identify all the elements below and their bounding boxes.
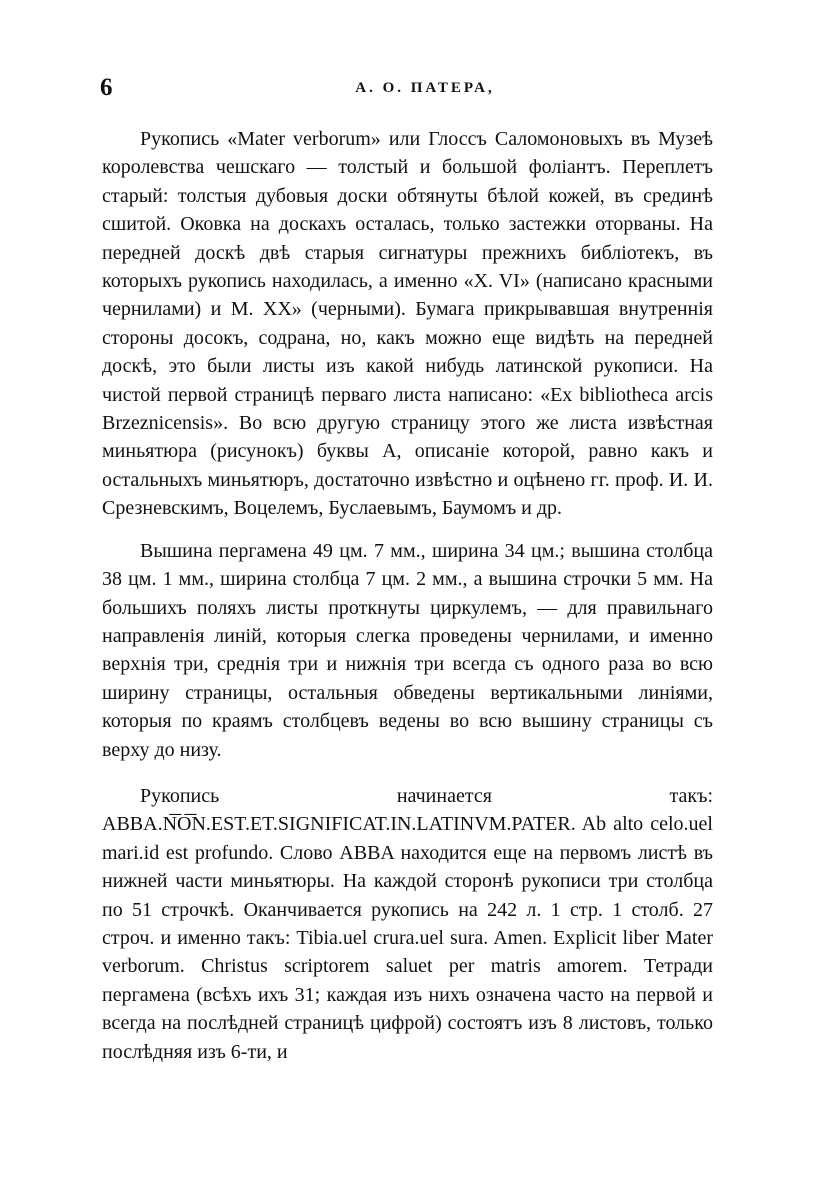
paragraph-parchment-dimensions: Вышина пергамена 49 цм. 7 мм., ширина 34 цм.; вышина столбца 38 цм. 1 мм., ширина столбца 7 цм. 2 мм., а вышина строчки 5 мм. На большихъ поляхъ листы проткнуты циркулемъ, — для правильнаго направленія линій, которыя слегка проведены чернилами, и именно верхнія три, среднія три и нижнія три всегда съ одного раза во всю ширину страницы, остальныя обведены вертикальными линіями, которыя по краямъ столбцевъ ведены во всю вышину страницы съ верху до низу.	[102, 539, 713, 761]
paragraph-manuscript-description: Рукопись «Mater verborum» или Глоссъ Саломоновыхъ въ Музеѣ королевства чешскаго — толстый и большой фоліантъ. Переплетъ старый: толстыя дубовыя доски обтянуты бѣлой кожей, въ срединѣ сшитой. Оковка на доскахъ осталась, только застежки оторваны. На передней доскѣ двѣ старыя сигнатуры прежнихъ библіотекъ, въ которыхъ рукопись находилась, а именно «X. VI» (написано красными чернилами) и M. XX» (черными). Бумага прикрывавшая внутреннія стороны досокъ, содрана, но, какъ можно еще видѣть на передней доскѣ, это были листы изъ какой нибудь латинской рукописи. На чистой первой страницѣ перваго листа написано: «Ex bibliotheca arcis Brzeznicensis». Во всю другую страницу этого же листа извѣстная миньятюра (рисунокъ) буквы A, описаніе которой, равно какъ и остальныхъ миньятюръ, достаточно извѣстно и оцѣнено гг. проф. И. И. Срезневскимъ, Воцелемъ, Буслаевымъ, Баумомъ и др.	[102, 128, 713, 520]
page-number: 6	[100, 74, 113, 101]
body-text	[102, 115, 713, 1066]
running-head: А. О. ПАТЕРА,	[355, 80, 495, 96]
paragraph-manuscript-beginning: Рукопись начинается такъ: ABBA.N͞O͞N.EST.ET.SIGNIFICAT.IN.LATINVM.PATER. Ab alto celo.uel mari.id est profundo. Слово ABBA находится еще на первомъ листѣ въ нижней части миньятюры. На каждой сторонѣ рукописи три столбца по 51 строчкѣ. Оканчивается рукопись на 242 л. 1 стр. 1 столб. 27 строч. и именно такъ: Tibia.uel crura.uel sura. Amen. Explicit liber Mater verborum. Christus scriptorem saluet per matris amorem. Тетради пергамена (всѣхъ ихъ 31; каждая изъ нихъ означена часто на первой и всегда на послѣдней страницѣ цифрой) состоятъ изъ 8 листовъ, только послѣдняя изъ 6-ти, и	[102, 784, 713, 1063]
